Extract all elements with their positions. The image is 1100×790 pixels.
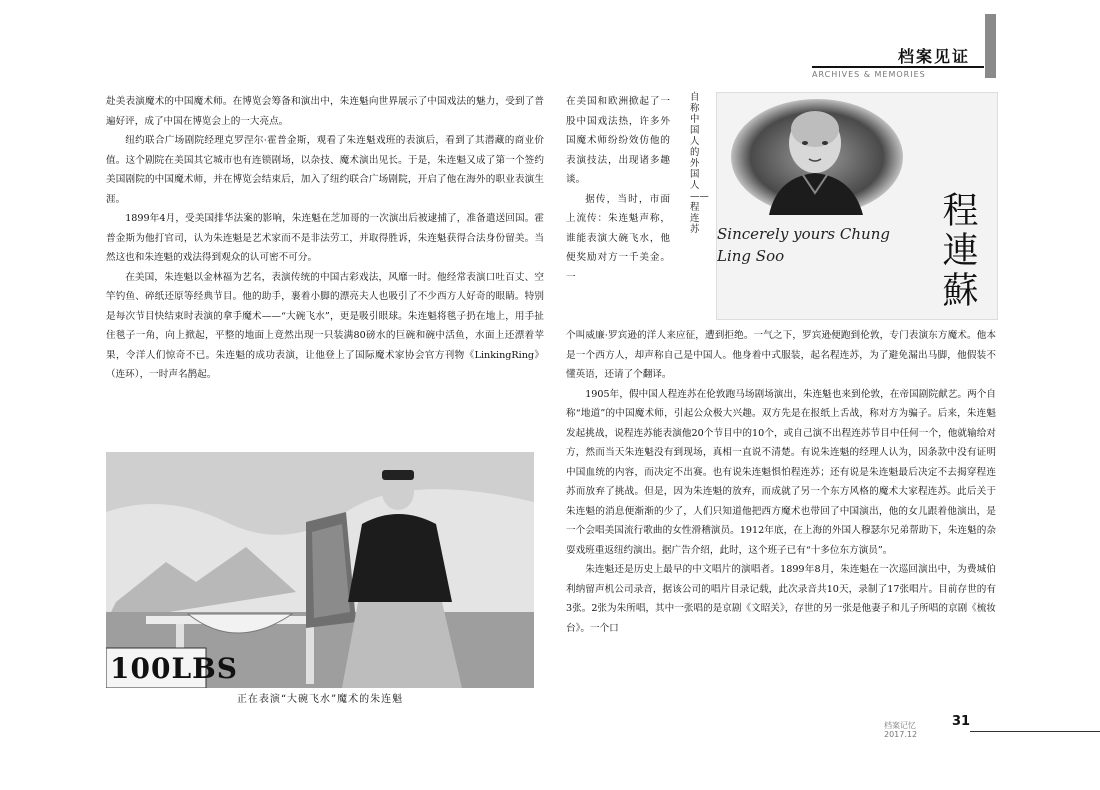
portrait-chinese-signature: 程連蘇 (937, 191, 978, 311)
performance-photo-caption: 正在表演“大碗飞水”魔术的朱连魁 (236, 694, 404, 705)
paragraph: 个叫威廉·罗宾逊的洋人来应征，遭到拒绝。一气之下，罗宾逊便跑到伦敦，专门表演东方魔术。他本是一个西方人，却声称自己是中国人。他身着中式服装，起名程连苏，为了避免漏出马脚，他假装不懂英语，还请了个翻译。 (566, 330, 996, 380)
section-subtitle: ARCHIVES & MEMORIES (812, 70, 926, 79)
paragraph: 在美国，朱连魁以金林福为艺名，表演传统的中国古彩戏法，风靡一时。他经常表演口吐百丈、空竿钓鱼、碎纸还原等经典节目。他的助手，裹着小脚的漂亮夫人也吸引了不少西方人好奇的眼睛。特别是每次节目快结束时表演的拿手魔术——“大碗飞水”，更是吸引眼球。朱连魁将毯子扔在地上，用手扯住毯子一角，向上掀起，平整的地面上竟然出现一只装满80磅水的巨碗和碗中活鱼，水面上还漂着苹果，令洋人们惊奇不已。朱连魁的成功表演，让他登上了国际魔术家协会官方刊物《LinkingRing》（连环），一时声名鹊起。 (106, 271, 544, 380)
header-gray-tab (985, 14, 996, 78)
paragraph: 1905年，假中国人程连苏在伦敦跑马场剧场演出，朱连魁也来到伦敦，在帝国剧院献艺。两个自称“地道”的中国魔术师，引起公众极大兴趣。双方先是在报纸上舌战，称对方为骗子。后来，朱连魁发起挑战，说程连苏能表演他20个节目中的10个，或自己演不出程连苏节目中任何一个，他就输给对方，然而当天朱连魁没有到现场，真相一直说不清楚。有说朱连魁的经理人认为，因条款中没有证明中国血统的内容，而决定不出赛。也有说朱连魁惧怕程连苏；还有说是朱连魁最后决定不去揭穿程连苏而放弃了挑战。但是，因为朱连魁的放弃，而成就了另一个东方风格的魔术大家程连苏。此后关于朱连魁的消息便渐渐的少了，人们只知道他把西方魔术也带回了中国演出，他的女儿跟着他演出，是一个会唱美国流行歌曲的女性滑稽演员。1912年底，在上海的外国人穆瑟尔兄弟帮助下，朱连魁的杂耍戏班重返纽约演出。据广告介绍，此时，这个班子已有“十多位东方演员”。 (566, 388, 996, 556)
issue-date: 2017.12 (884, 730, 918, 739)
left-column-text (106, 92, 544, 385)
footer-magazine-name: 档案记忆 (884, 721, 916, 730)
portrait-vertical-caption: 自称中国人的外国人——程连苏 (690, 92, 709, 235)
weight-sign: 100LBS (110, 652, 239, 685)
paragraph: 朱连魁还是历史上最早的中文唱片的演唱者。1899年8月，朱连魁在一次巡回演出中，为费城伯利纳留声机公司录音，据该公司的唱片目录记载，此次录音共10天，录制了17张唱片。目前存世的有3张。2张为朱所唱，其中一张唱的是京剧《文昭关》，存世的另一张是他妻子和儿子所唱的京剧《梳妆台》。一个口 (566, 564, 996, 634)
page-number: 31 (952, 714, 971, 729)
performance-photo (106, 452, 534, 688)
paragraph: 纽约联合广场剧院经理克罗涅尔·霍普金斯，观看了朱连魁戏班的表演后，看到了其潜藏的商业价值。这个剧院在美国其它城市也有连锁剧场，以杂技、魔术演出见长。于是，朱连魁又成了第一个签约美国剧院的中国魔术师，并在博览会结束后，加入了纽约联合广场剧院，开启了他在海外的职业表演生涯。 (106, 135, 544, 205)
paragraph: 1899年4月，受美国排华法案的影响，朱连魁在芝加哥的一次演出后被逮捕了，准备遣送回国。霍普金斯为他打官司，认为朱连魁是艺术家而不是非法劳工，并取得胜诉，朱连魁获得合法身份留美。当然这也和朱连魁的戏法得到观众的认可密不可分。 (106, 213, 544, 263)
right-column-wide-text (566, 326, 996, 638)
footer-rule (970, 731, 1100, 732)
right-column-narrow-text (566, 92, 670, 287)
portrait-english-signature (717, 223, 917, 267)
paragraph: 据传，当时，市面上流传：朱连魁声称，谁能表演大碗飞水，他便奖励对方一千美金。一 (566, 193, 670, 283)
signature-text: Sincerely yours Chung Ling Soo (717, 225, 890, 265)
header-rule (812, 66, 984, 68)
portrait-photo (716, 92, 998, 320)
paragraph: 在美国和欧洲掀起了一股中国戏法热，许多外国魔术师纷纷效仿他的表演技法，出现诸多趣谈。 (566, 96, 670, 185)
section-title: 档案见证 (897, 47, 970, 66)
paragraph: 赴美表演魔术的中国魔术师。在博览会筹备和演出中，朱连魁向世界展示了中国戏法的魅力，受到了普遍好评，成了中国在博览会上的一大亮点。 (106, 96, 544, 127)
